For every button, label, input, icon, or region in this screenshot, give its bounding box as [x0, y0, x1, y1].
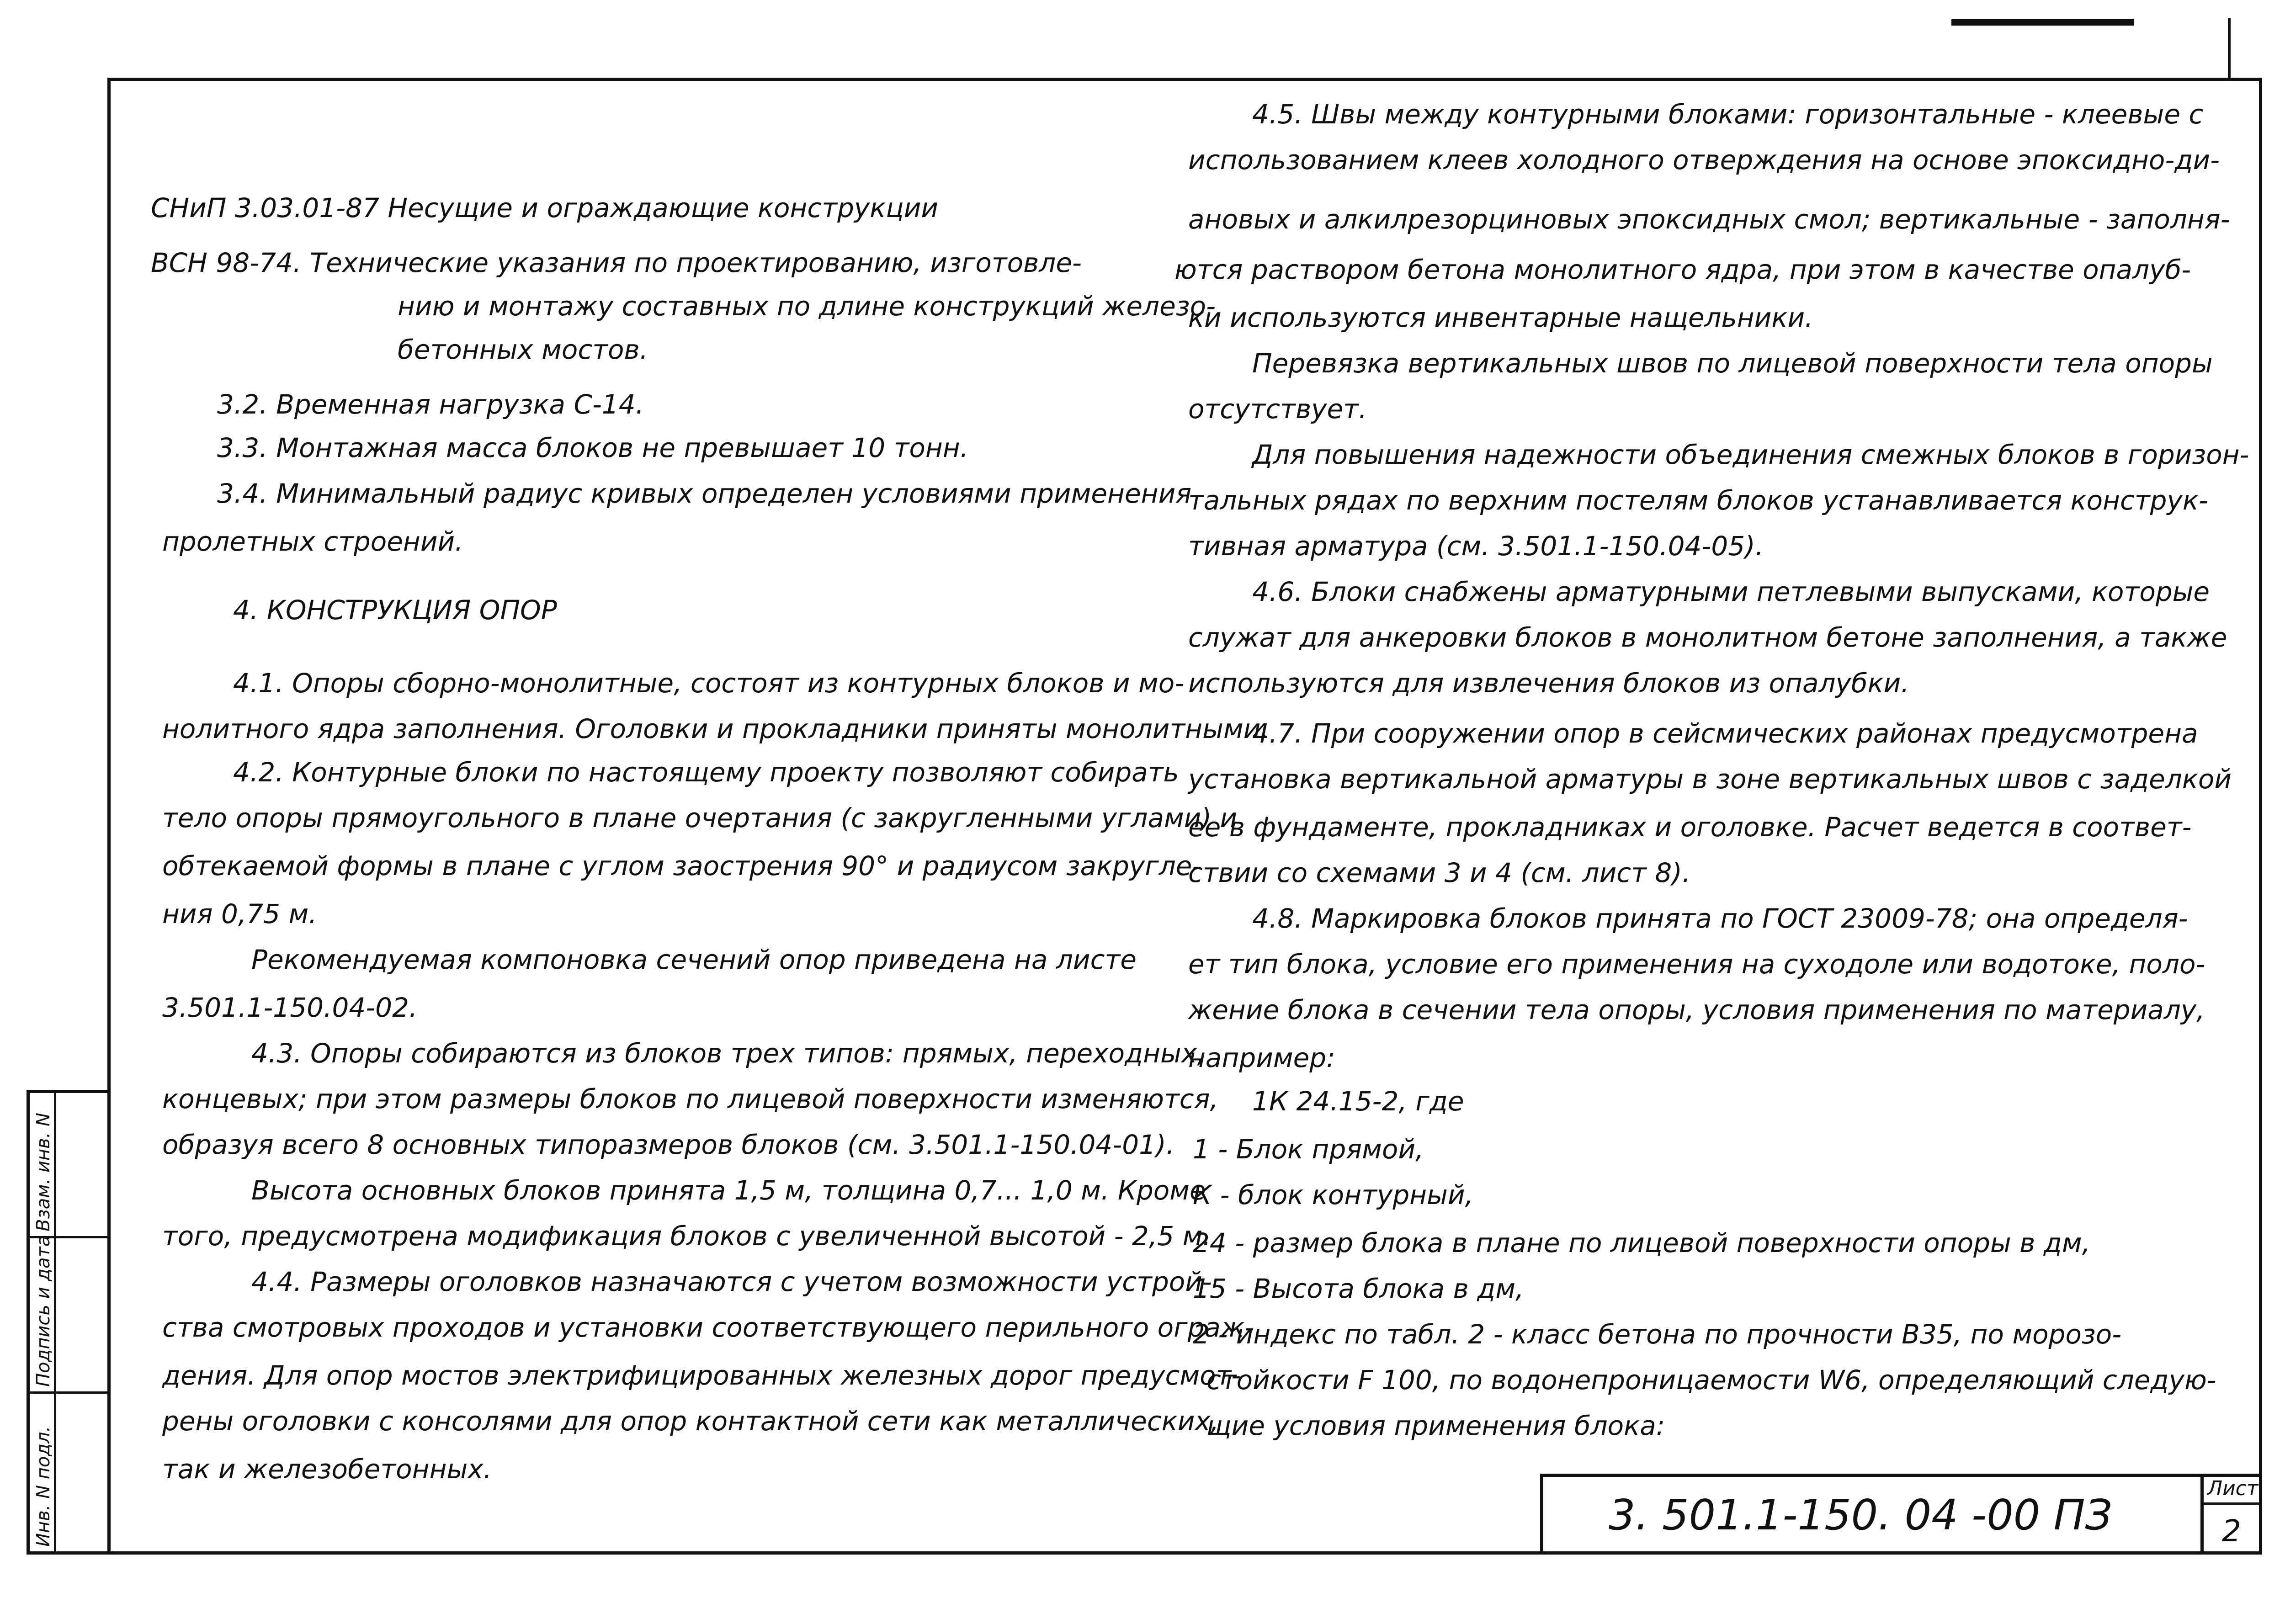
text-line: щие условия применения блока:	[1206, 1410, 1665, 1441]
text-line: служат для анкеровки блоков в монолитном бетоне заполнения, а также	[1188, 622, 2227, 653]
text-line: тальных рядах по верхним постелям блоков устанавливается конструк-	[1188, 485, 2208, 516]
text-line: К - блок контурный,	[1193, 1179, 1473, 1210]
text-line: так и железобетонных.	[162, 1454, 492, 1485]
text-line: 3.501.1-150.04-02.	[162, 992, 418, 1023]
text-line: нию и монтажу составных по длине конструкций железо-	[398, 291, 1216, 322]
text-line: 1К 24.15-2, где	[1252, 1086, 1464, 1117]
text-line: дения. Для опор мостов электрифицированных железных дорог предусмот-	[162, 1360, 1241, 1391]
scan-mark	[2228, 18, 2231, 78]
text-line: ет тип блока, условие его применения на суходоле или водотоке, поло-	[1188, 949, 2205, 980]
replaces-inv-label: Взам. инв. N	[33, 1113, 54, 1231]
text-line: бетонных мостов.	[398, 334, 648, 365]
text-line: Рекомендуемая компоновка сечений опор приведена на листе	[251, 944, 1137, 975]
text-line: ния 0,75 м.	[162, 898, 317, 929]
text-line: 24 - размер блока в плане по лицевой поверхности опоры в дм,	[1193, 1227, 2091, 1258]
sheet-number: 2	[2222, 1513, 2241, 1549]
text-line: 1 - Блок прямой,	[1193, 1134, 1424, 1165]
text-line: жение блока в сечении тела опоры, условия применения по материалу,	[1188, 994, 2205, 1025]
text-line: 4.2. Контурные блоки по настоящему проекту позволяют собирать	[233, 757, 1179, 788]
text-line: нолитного ядра заполнения. Оголовки и прокладники приняты монолитными.	[162, 713, 1269, 744]
text-line: 3.3. Монтажная масса блоков не превышает 10 тонн.	[217, 432, 969, 463]
text-line: тивная арматура (см. 3.501.1-150.04-05).	[1188, 531, 1764, 562]
text-line: пролетных строений.	[162, 526, 463, 557]
text-line: рены оголовки с консолями для опор контактной сети как металлических,	[162, 1406, 1219, 1437]
sheet-divider	[2200, 1502, 2262, 1505]
side-stamp-divider	[54, 1090, 56, 1555]
text-line: ства смотровых проходов и установки соответствующего перильного ограж-	[162, 1312, 1254, 1343]
inv-no-label: Инв. N подл.	[33, 1426, 54, 1547]
text-line: 4.3. Опоры собираются из блоков трех типов: прямых, переходных,	[251, 1038, 1206, 1069]
text-line: использованием клеев холодного отверждения на основе эпоксидно-ди-	[1188, 144, 2220, 175]
text-line: стойкости F 100, по водонепроницаемости W6, определяющий следую-	[1206, 1364, 2216, 1396]
text-line: концевых; при этом размеры блоков по лицевой поверхности изменяются,	[162, 1083, 1218, 1115]
text-line: например:	[1188, 1042, 1335, 1073]
text-line: 4.6. Блоки снабжены арматурными петлевыми выпусками, которые	[1252, 576, 2210, 607]
text-line: 3.2. Временная нагрузка С-14.	[217, 389, 644, 420]
text-line: Для повышения надежности объединения смежных блоков в горизон-	[1252, 439, 2249, 470]
text-line: Перевязка вертикальных швов по лицевой поверхности тела опоры	[1252, 348, 2213, 379]
text-line: обтекаемой формы в плане с углом заострения 90° и радиусом закругле-	[162, 850, 1202, 881]
text-line: ее в фундаменте, прокладниках и оголовке. Расчет ведется в соответ-	[1188, 812, 2192, 843]
scan-mark	[1951, 19, 2134, 26]
sheet-label: Лист	[2207, 1477, 2258, 1500]
text-line: 4.5. Швы между контурными блоками: горизонтальные - клеевые с	[1252, 99, 2204, 130]
text-line: того, предусмотрена модификация блоков с увеличенной высотой - 2,5 м.	[162, 1221, 1211, 1252]
side-stamp-divider	[27, 1391, 107, 1394]
text-line: 2 - индекс по табл. 2 - класс бетона по прочности В35, по морозо-	[1193, 1319, 2122, 1350]
text-line: установка вертикальной арматуры в зоне вертикальных швов с заделкой	[1188, 764, 2232, 795]
text-line: ются раствором бетона монолитного ядра, при этом в качестве опалуб-	[1174, 254, 2191, 285]
text-line: Высота основных блоков принята 1,5 м, толщина 0,7... 1,0 м. Кроме	[251, 1175, 1206, 1206]
text-line: ановых и алкилрезорциновых эпоксидных смол; вертикальные - заполня-	[1188, 204, 2230, 235]
text-line: ствии со схемами 3 и 4 (см. лист 8).	[1188, 857, 1691, 888]
text-line: 4.7. При сооружении опор в сейсмических районах предусмотрена	[1252, 718, 2198, 749]
signature-date-label: Подпись и дата	[33, 1235, 54, 1387]
text-line: СНиП 3.03.01-87 Несущие и ограждающие конструкции	[151, 192, 939, 223]
text-line: 4.1. Опоры сборно-монолитные, состоят из контурных блоков и мо-	[233, 668, 1185, 699]
text-line: 4.4. Размеры оголовков назначаются с учетом возможности устрой-	[251, 1266, 1212, 1297]
text-line: 4.8. Маркировка блоков принята по ГОСТ 23009-78; она определя-	[1252, 903, 2188, 934]
text-line: образуя всего 8 основных типоразмеров блоков (см. 3.501.1-150.04-01).	[162, 1129, 1175, 1160]
text-line: 3.4. Минимальный радиус кривых определен условиями применения	[217, 478, 1192, 509]
text-line: тело опоры прямоугольного в плане очертания (с закругленными углами) и	[162, 802, 1238, 833]
text-line: отсутствует.	[1188, 393, 1367, 425]
text-line: ВСН 98-74. Технические указания по проектированию, изготовле-	[151, 247, 1082, 278]
text-line: 15 - Высота блока в дм,	[1193, 1273, 1524, 1304]
text-line: ки используются инвентарные нащельники.	[1188, 302, 1813, 333]
section-heading: 4. КОНСТРУКЦИЯ ОПОР	[233, 594, 557, 626]
document-code: 3. 501.1-150. 04 -00 ПЗ	[1609, 1491, 2112, 1539]
text-line: используются для извлечения блоков из опалубки.	[1188, 668, 1909, 699]
